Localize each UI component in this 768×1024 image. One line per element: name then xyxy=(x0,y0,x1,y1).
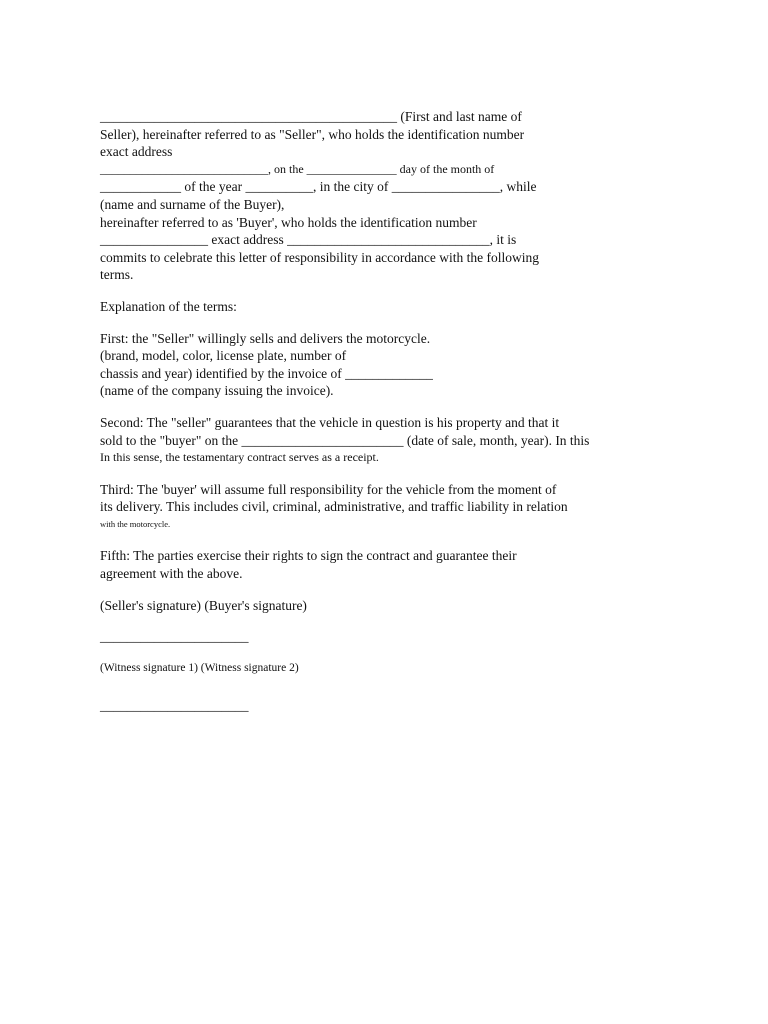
intro-line: hereinafter referred to as 'Buyer', who holds the identification number xyxy=(100,214,477,230)
intro-paragraph xyxy=(100,108,620,284)
second-clause xyxy=(100,414,620,467)
intro-line: ____________________________, on the _______________ day of the month of xyxy=(100,161,495,176)
first-clause-line: (name of the company issuing the invoice). xyxy=(100,383,334,399)
document-page xyxy=(100,108,620,715)
signature-line: ______________________ xyxy=(100,629,249,645)
first-clause-line: (brand, model, color, license plate, number of xyxy=(100,348,347,364)
intro-line: ________________ exact address ______________________________, it is xyxy=(100,232,517,248)
intro-line: Seller), hereinafter referred to as "Seller", who holds the identification number xyxy=(100,126,525,142)
terms-heading-text: Explanation of the terms: xyxy=(100,298,237,314)
intro-line: commits to celebrate this letter of responsibility in accordance with the following xyxy=(100,249,540,265)
first-clause xyxy=(100,330,620,400)
signature-line: ______________________ xyxy=(100,698,249,714)
fifth-clause xyxy=(100,547,620,582)
signature-block xyxy=(100,597,620,715)
intro-line: terms. xyxy=(100,267,134,283)
fifth-clause-line: Fifth: The parties exercise their rights to sign the contract and guarantee their xyxy=(100,548,517,564)
third-clause xyxy=(100,481,620,534)
second-clause-line: Second: The "seller" guarantees that the vehicle in question is his property and that it xyxy=(100,414,560,430)
parties-signature-label: (Seller's signature) (Buyer's signature) xyxy=(100,597,307,613)
third-clause-line: with the motorcycle. xyxy=(100,518,171,529)
third-clause-line: Third: The 'buyer' will assume full responsibility for the vehicle from the moment of xyxy=(100,481,557,497)
intro-line: ____________________________________________ (First and last name of xyxy=(100,109,522,124)
second-clause-line: sold to the "buyer" on the ________________________ (date of sale, month, year). In this xyxy=(100,432,590,448)
witness-signature-label: (Witness signature 1) (Witness signature 2) xyxy=(100,661,299,674)
first-clause-line: First: the "Seller" willingly sells and delivers the motorcycle. xyxy=(100,330,431,346)
terms-heading xyxy=(100,298,620,316)
intro-line: exact address xyxy=(100,144,173,160)
third-clause-line: its delivery. This includes civil, criminal, administrative, and traffic liability in relation xyxy=(100,499,568,515)
intro-line: ____________ of the year __________, in the city of ________________, while xyxy=(100,179,537,195)
first-clause-line: chassis and year) identified by the invoice of _____________ xyxy=(100,365,433,381)
fifth-clause-line: agreement with the above. xyxy=(100,566,243,582)
second-clause-line: In this sense, the testamentary contract serves as a receipt. xyxy=(100,450,379,465)
intro-line: (name and surname of the Buyer), xyxy=(100,196,285,212)
